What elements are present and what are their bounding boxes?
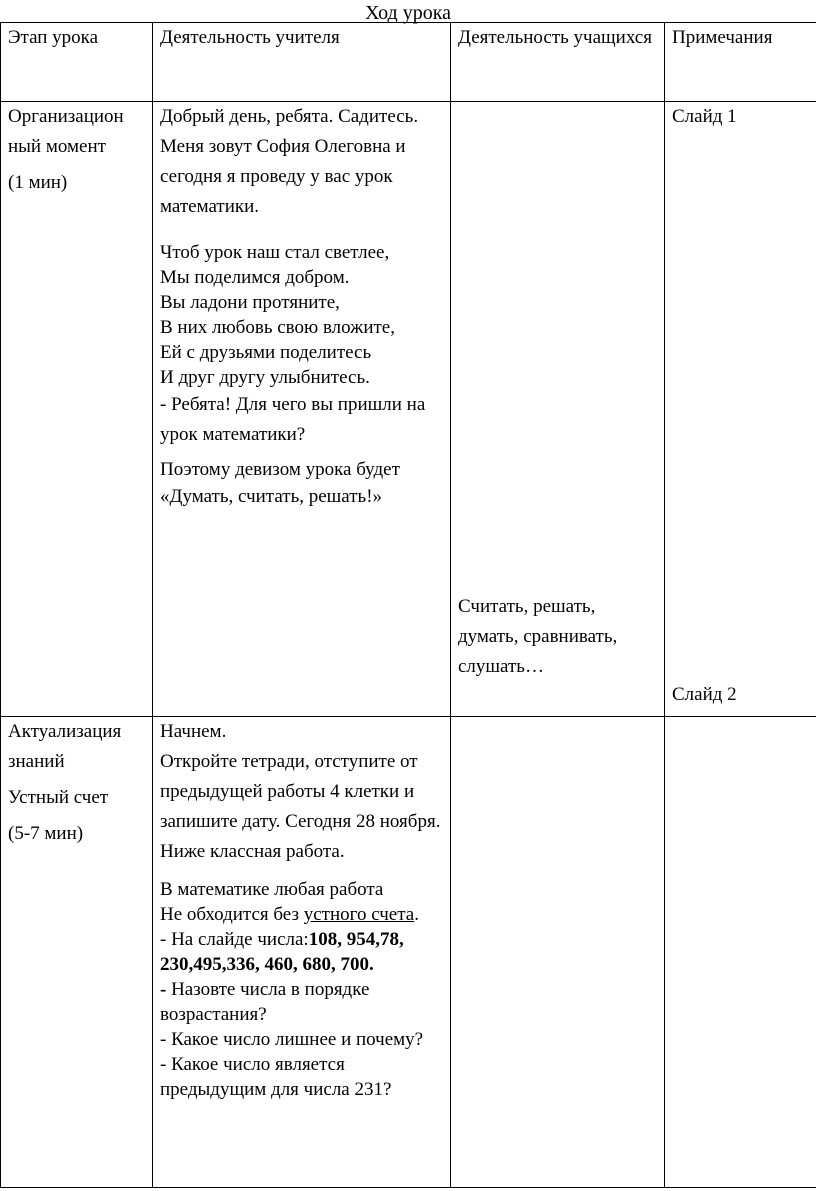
table-row [1,717,816,1188]
notes-cell [665,102,816,717]
pupils-cell [451,102,665,717]
greeting-poem [160,240,444,390]
stage-name: Организацион ный момент [8,106,124,157]
header-pupils: Деятельность учащихся [451,23,665,102]
header-notes: Примечания [665,23,816,102]
stage-name: Актуализация знаний [8,721,122,772]
poem-text: Не обходится без [160,904,304,925]
teacher-instructions: Откройте тетради, отступите от предыдущей работы 4 клетки и запишите дату. Сегодня 28 ноября. Ниже классная работа. [160,751,441,862]
numbers-label: - На слайде числа: [160,929,309,950]
notes-cell [665,717,816,1188]
stage-cell [1,102,153,717]
note-slide-2: Слайд 2 [672,684,737,705]
stage-duration: (1 мин) [8,172,68,193]
teacher-cell [153,102,451,717]
teacher-greeting: Добрый день, ребята. Садитесь. Меня зовут София Олеговна и сегодня я проведу у вас урок математики. [160,106,419,217]
lesson-plan-table [0,22,816,1188]
numbers-list: 108, 954,78, 230,495,336, 460, 680, 700. [160,929,404,975]
note-slide-1: Слайд 1 [672,106,737,127]
teacher-start: Начнем. [160,721,227,742]
oral-count-block [160,877,444,1102]
poem-line: Вы ладони протяните, [160,292,340,313]
stage-duration: (5-7 мин) [8,823,84,844]
stage-subname: Устный счет [8,787,109,808]
teacher-question: - Ребята! Для чего вы пришли на урок математики? [160,394,426,445]
stage-cell [1,717,153,1188]
poem-line: Ей с друзьями поделитесь [160,342,372,363]
lesson-motto: Поэтому девизом урока будет «Думать, считать, решать!» [160,459,400,507]
question-text: Назовте числа в порядке возрастания? [160,979,370,1025]
header-stage: Этап урока [1,23,153,102]
poem-line: В них любовь свою вложите, [160,317,395,338]
pupils-cell [451,717,665,1188]
question-line: - Какое число лишнее и почему? [160,1029,424,1050]
poem-line: В математике любая работа [160,879,384,900]
teacher-cell [153,717,451,1188]
poem-line: И друг другу улыбнитесь. [160,367,370,388]
table-row [1,102,816,717]
question-line [160,977,444,1027]
header-teacher: Деятельность учителя [153,23,451,102]
question-line: - Какое число является предыдущим для числа 231? [160,1054,392,1100]
poem-line [160,902,444,927]
poem-line: Мы поделимся добром. [160,267,350,288]
poem-line: Чтоб урок наш стал светлее, [160,242,390,263]
numbers-line [160,927,444,977]
page-title: Ход урока [364,2,452,24]
underlined-text: устного счета [303,904,415,925]
poem-text: . [414,904,419,925]
question-dash: - [160,979,172,1000]
table-header-row [1,23,816,102]
pupils-activity: Считать, решать, думать, сравнивать, слушать… [458,596,618,677]
